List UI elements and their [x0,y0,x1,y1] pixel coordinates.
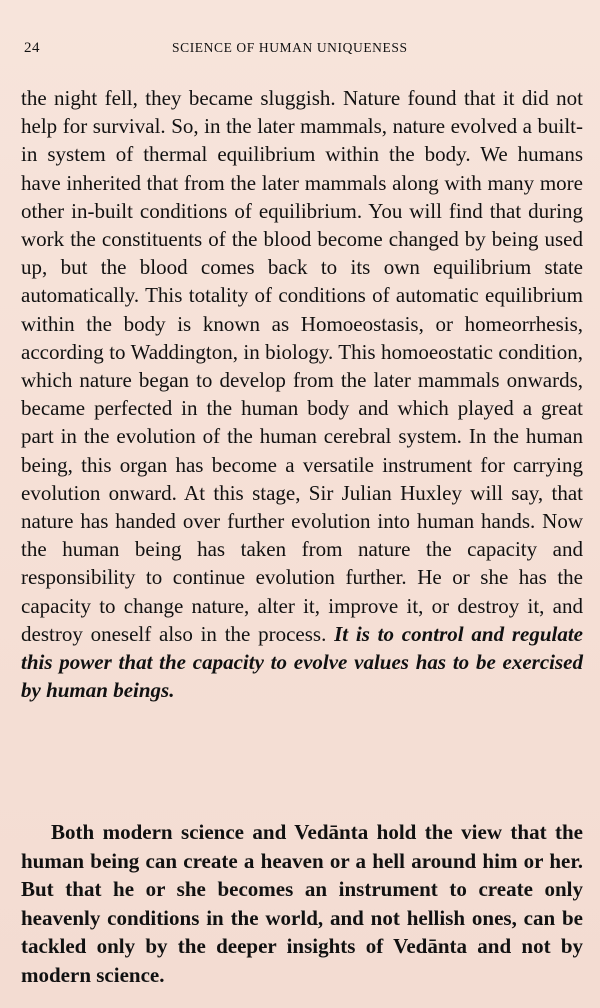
paragraph-1-text: the night fell, they became sluggish. Nature found that it did not help for survival. So, in the later mammals, nature evolved a built-in system of thermal equilibrium within the body. We humans have inherited that from the later mammals along with many more other in-built conditions of equilibrium. You will find that during work the constituents of the blood become changed by being used up, but the blood comes back to its own equilibrium state automatically. This totality of conditions of automatic equilibrium within the body is known as Homoeostasis, or homeorrhesis, according to Waddington, in biology. This homoeostatic condition, which nature began to develop from the later mammals onwards, became perfected in the human body and which played a great part in the evolution of the human cerebral system. In the human being, this organ has become a versatile instrument for carrying evolution onward. At this stage, Sir Julian Huxley will say, that nature has handed over further evolution into human hands. Now the human being has taken from nature the capacity and responsibility to continue evolution further. He or she has the capacity to change nature, alter it, improve it, or destroy it, and destroy oneself also in the process. [21,86,583,646]
paragraph-2-text: Both modern science and Vedānta hold the view that the human being can create a heaven or a hell around him or her. But that he or she becomes an instrument to create only heavenly conditions in the world, and not hellish ones, can be tackled only by the deeper insights of Vedānta and not by modern science. [21,820,583,987]
paragraph-1 [21,84,583,704]
paragraph-1-emphasis: It is to control and regulate this power that the capacity to evolve values has to be exercised by human beings. [21,621,583,703]
running-head: SCIENCE OF HUMAN UNIQUENESS [172,40,408,55]
page-number: 24 [24,40,40,56]
paragraph-2 [21,818,583,989]
page-header [20,40,580,64]
